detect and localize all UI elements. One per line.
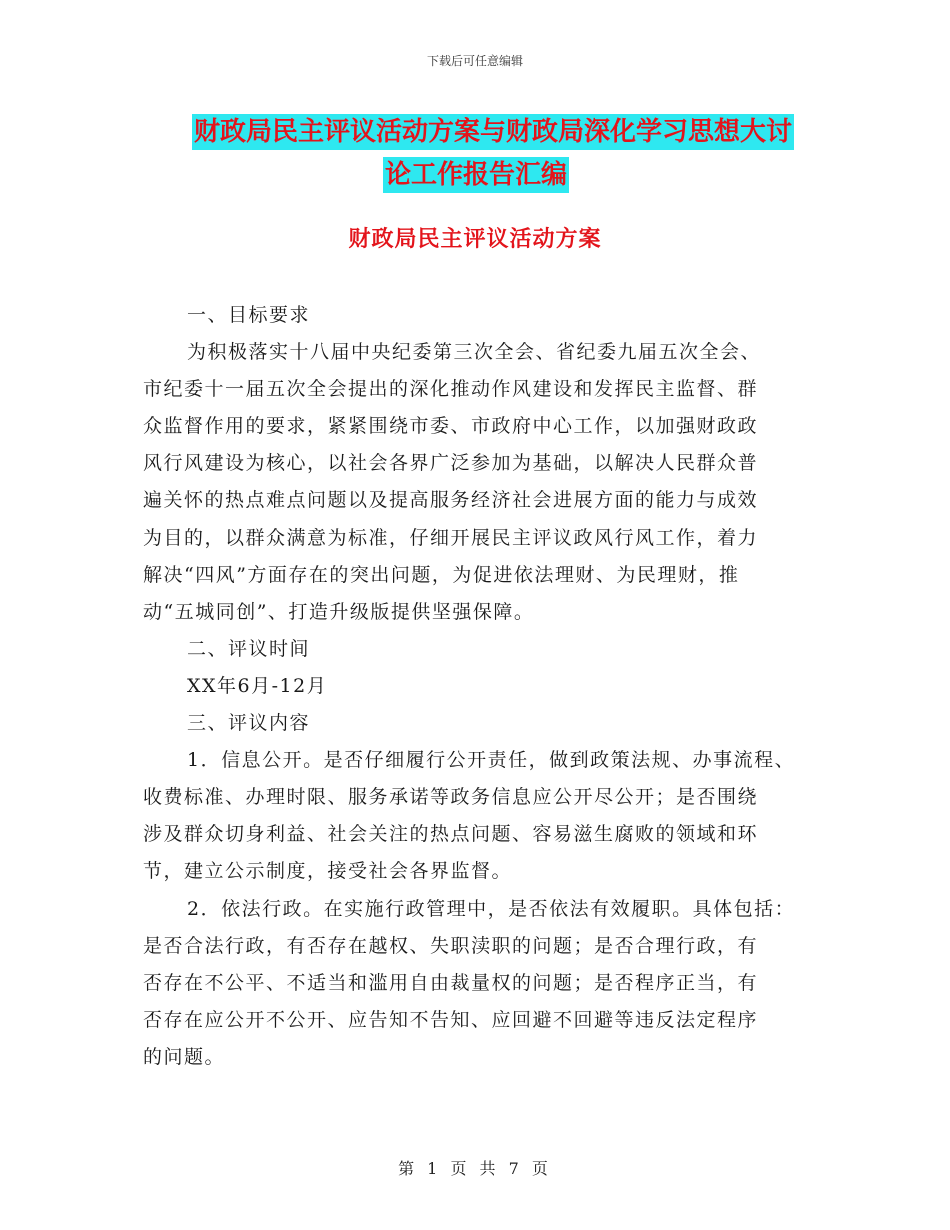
paragraph-line: 1．信息公开。是否仔细履行公开责任，做到政策法规、办事流程、 [187,749,796,772]
document-title-line-2: 论工作报告汇编 [383,157,569,193]
section-subtitle: 财政局民主评议活动方案 [348,227,602,252]
document-body [143,297,833,1076]
paragraph-line: 是否合法行政，有否存在越权、失职渎职的问题；是否合理行政，有 [143,934,759,957]
paragraph-line: 节，建立公示制度，接受社会各界监督。 [143,860,513,883]
paragraph-line: 2．依法行政。在实施行政管理中，是否依法有效履职。具体包括： [187,897,796,920]
heading-goals: 一、目标要求 [187,304,311,326]
paragraph-line: 风行风建设为核心，以社会各界广泛参加为基础，以解决人民群众普 [143,452,759,475]
paragraph-line: 否存在应公开不公开、应告知不告知、应回避不回避等违反法定程序 [143,1008,759,1031]
paragraph-line: 收费标准、办理时限、服务承诺等政务信息应公开尽公开；是否围绕 [143,786,759,809]
paragraph-line: 动“五城同创”、打造升级版提供坚强保障。 [143,600,535,623]
heading-time: 二、评议时间 [187,637,311,660]
paragraph-line: 为积极落实十八届中央纪委第三次全会、省纪委九届五次全会、 [187,341,762,364]
paragraph-line: 遍关怀的热点难点问题以及提高服务经济社会进展方面的能力与成效 [143,489,759,512]
heading-content: 三、评议内容 [187,712,311,735]
paragraph-line: 市纪委十一届五次全会提出的深化推动作风建设和发挥民主监督、群 [143,378,759,401]
page-footer: 第 1 页 共 7 页 [398,1159,552,1178]
time-range: XX年6月-12月 [187,674,328,697]
paragraph-line: 涉及群众切身利益、社会关注的热点问题、容易滋生腐败的领域和环 [143,823,759,846]
header-note: 下载后可任意编辑 [426,54,523,68]
paragraph-line: 为目的，以群众满意为标准，仔细开展民主评议政风行风工作，着力 [143,526,759,549]
paragraph-line: 解决“四风”方面存在的突出问题，为促进依法理财、为民理财，推 [143,563,740,586]
paragraph-line: 众监督作用的要求，紧紧围绕市委、市政府中心工作，以加强财政政 [143,415,759,438]
paragraph-line: 的问题。 [143,1045,226,1068]
document-title-line-1: 财政局民主评议活动方案与财政局深化学习思想大讨 [192,114,794,150]
paragraph-line: 否存在不公平、不适当和滥用自由裁量权的问题；是否程序正当，有 [143,971,759,994]
